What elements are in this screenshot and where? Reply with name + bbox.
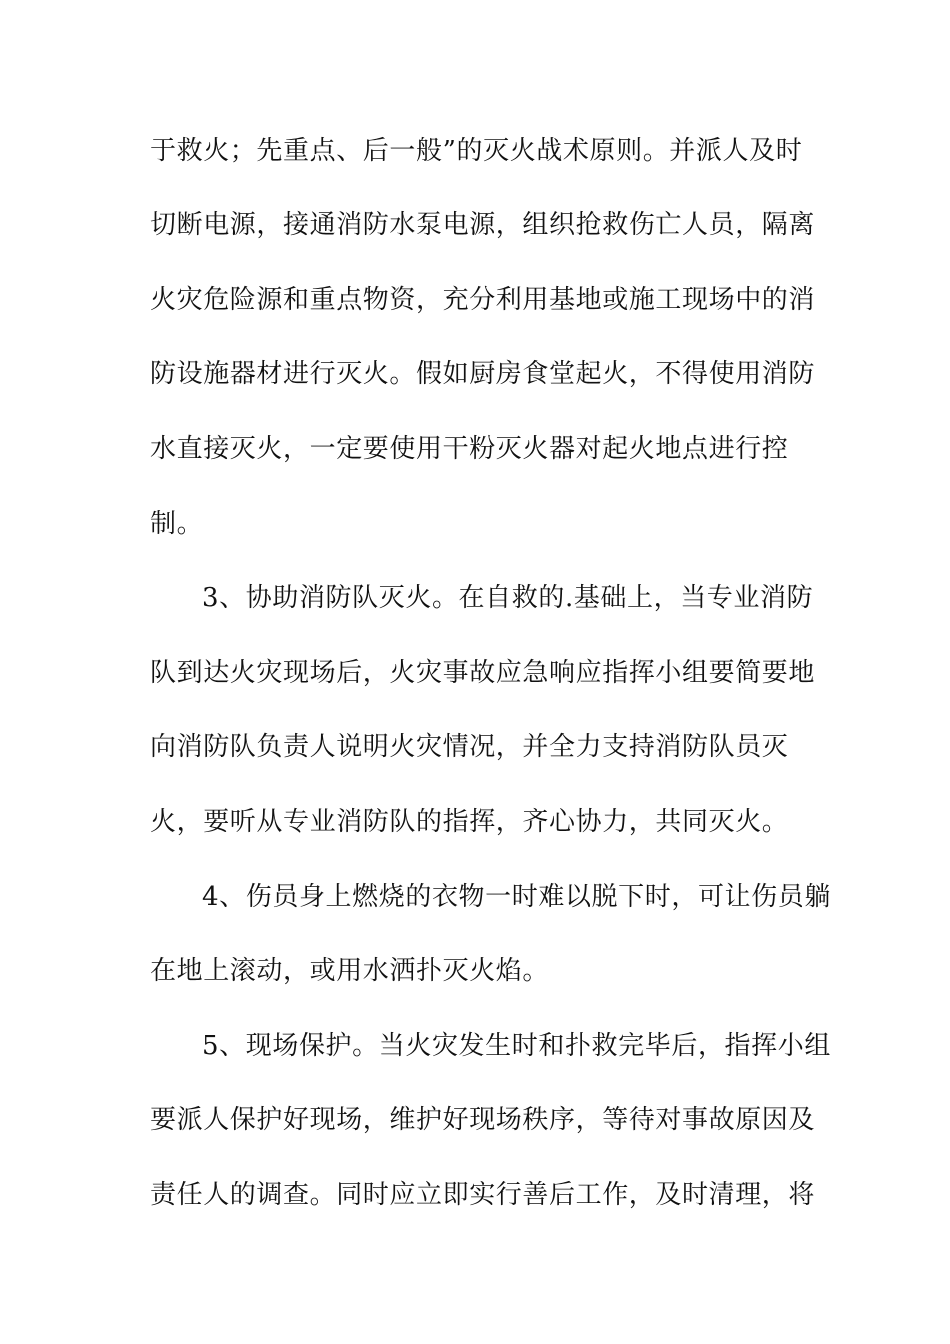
text-line: 在地上滚动，或用水洒扑灭火焰。 <box>150 956 550 986</box>
text-line: 制。 <box>150 509 204 539</box>
text-line: 火，要听从专业消防队的指挥，齐心协力，共同灭火。 <box>150 807 789 837</box>
paragraph-start-line: 3、协助消防队灭火。在自救的.基础上，当专业消防 <box>202 583 814 613</box>
text-line: 火灾危险源和重点物资，充分利用基地或施工现场中的消 <box>150 285 816 315</box>
paragraph-start-line: 4、伤员身上燃烧的衣物一时难以脱下时，可让伤员躺 <box>202 882 831 912</box>
text-line: 防设施器材进行灭火。假如厨房食堂起火，不得使用消防 <box>150 359 816 389</box>
text-line: 要派人保护好现场，维护好现场秩序，等待对事故原因及 <box>150 1105 816 1135</box>
text-line: 队到达火灾现场后，火灾事故应急响应指挥小组要简要地 <box>150 658 816 688</box>
text-line: 水直接灭火，一定要使用干粉灭火器对起火地点进行控 <box>150 434 789 464</box>
paragraph-start-line: 5、现场保护。当火灾发生时和扑救完毕后，指挥小组 <box>202 1031 831 1061</box>
text-line: 切断电源，接通消防水泵电源，组织抢救伤亡人员，隔离 <box>150 210 816 240</box>
text-line: 责任人的调查。同时应立即实行善后工作，及时清理，将 <box>150 1180 816 1210</box>
text-line: 于救火；先重点、后一般”的灭火战术原则。并派人及时 <box>150 136 803 166</box>
text-line: 向消防队负责人说明火灾情况，并全力支持消防队员灭 <box>150 732 789 762</box>
